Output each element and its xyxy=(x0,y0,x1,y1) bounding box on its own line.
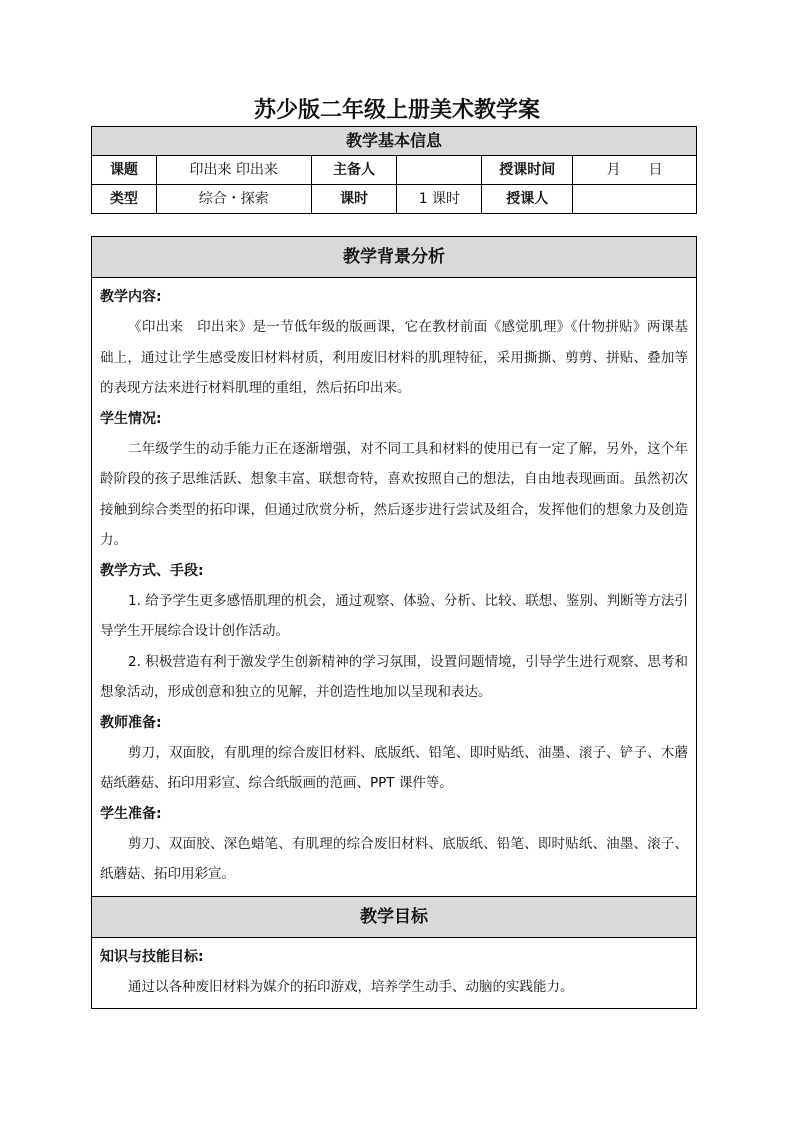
lesson-time-label: 授课时间 xyxy=(482,156,573,185)
teaching-content-heading: 教学内容: xyxy=(100,289,162,305)
knowledge-skill-goal-heading: 知识与技能目标: xyxy=(100,948,204,965)
background-analysis-row xyxy=(92,278,697,897)
basic-info-header: 教学基本信息 xyxy=(92,127,697,156)
teaching-method-2: 2. 积极营造有利于激发学生创新精神的学习氛围，设置问题情境，引导学生进行观察、思考和想象活动，形成创意和独立的见解，并创造性地加以呈现和表达。 xyxy=(100,653,688,700)
preparer-label: 主备人 xyxy=(311,156,397,185)
lesson-time-value: 月 日 xyxy=(573,156,697,185)
basic-info-row-1 xyxy=(92,156,697,185)
teaching-methods-heading: 教学方式、手段: xyxy=(100,562,204,579)
preparer-value xyxy=(397,156,482,185)
class-hours-value: 1 课时 xyxy=(397,185,482,214)
lecturer-value xyxy=(573,185,697,214)
lecturer-label: 授课人 xyxy=(482,185,573,214)
basic-info-header-row xyxy=(92,127,697,156)
student-situation-text: 二年级学生的动手能力正在逐渐增强，对不同工具和材料的使用已有一定了解，另外，这个年龄阶段的孩子思维活跃、想象丰富、联想奇特，喜欢按照自己的想法，自由地表现画面。虽然初次接触到综合类型的拓印课，但通过欣赏分析，然后逐步进行尝试及组合，发挥他们的想象力及创造力。 xyxy=(100,440,688,548)
type-value: 综合・探索 xyxy=(156,185,311,214)
topic-label: 课题 xyxy=(92,156,157,185)
student-situation-heading: 学生情况: xyxy=(100,410,162,427)
document-title: 苏少版二年级上册美术教学案 xyxy=(253,97,540,123)
teacher-preparation-heading: 教师准备: xyxy=(100,714,162,731)
basic-info-table xyxy=(91,126,697,214)
teaching-goals-row xyxy=(92,937,697,1009)
background-analysis-header: 教学背景分析 xyxy=(92,237,697,278)
teaching-method-1: 1. 给予学生更多感悟肌理的机会，通过观察、体验、分析、比较、联想、鉴别、判断等方法引导学生开展综合设计创作活动。 xyxy=(100,592,688,639)
class-hours-label: 课时 xyxy=(311,185,397,214)
type-label: 类型 xyxy=(92,185,157,214)
teaching-goals-content xyxy=(92,937,697,1009)
teaching-plan-table xyxy=(91,236,697,1009)
teaching-content-text: 《印出来 印出来》是一节低年级的版画课，它在教材前面《感觉肌理》《什物拼贴》两课基础上，通过让学生感受废旧材料材质，利用废旧材料的肌理特征，采用撕撕、剪剪、拼贴、叠加等的表现方法来进行材料肌理的重组，然后拓印出来。 xyxy=(100,319,688,396)
background-analysis-header-row xyxy=(92,237,697,278)
topic-value: 印出来 印出来 xyxy=(156,156,311,185)
teaching-goals-header: 教学目标 xyxy=(92,896,697,937)
teacher-preparation-text: 剪刀，双面胶，有肌理的综合废旧材料、底版纸、铅笔、即时贴纸、油墨、滚子、铲子、木蘑菇纸蘑菇、拓印用彩宣、综合纸版画的范画、PPT 课件等。 xyxy=(100,744,688,791)
background-analysis-content xyxy=(92,278,697,897)
knowledge-skill-goal-text: 通过以各种废旧材料为媒介的拓印游戏，培养学生动手、动脑的实践能力。 xyxy=(128,978,574,995)
teaching-goals-header-row xyxy=(92,896,697,937)
student-preparation-text: 剪刀、双面胶、深色蜡笔、有肌理的综合废旧材料、底版纸、铅笔、即时贴纸、油墨、滚子、纸蘑菇、拓印用彩宣。 xyxy=(100,835,688,882)
basic-info-row-2 xyxy=(92,185,697,214)
student-preparation-heading: 学生准备: xyxy=(100,805,162,822)
